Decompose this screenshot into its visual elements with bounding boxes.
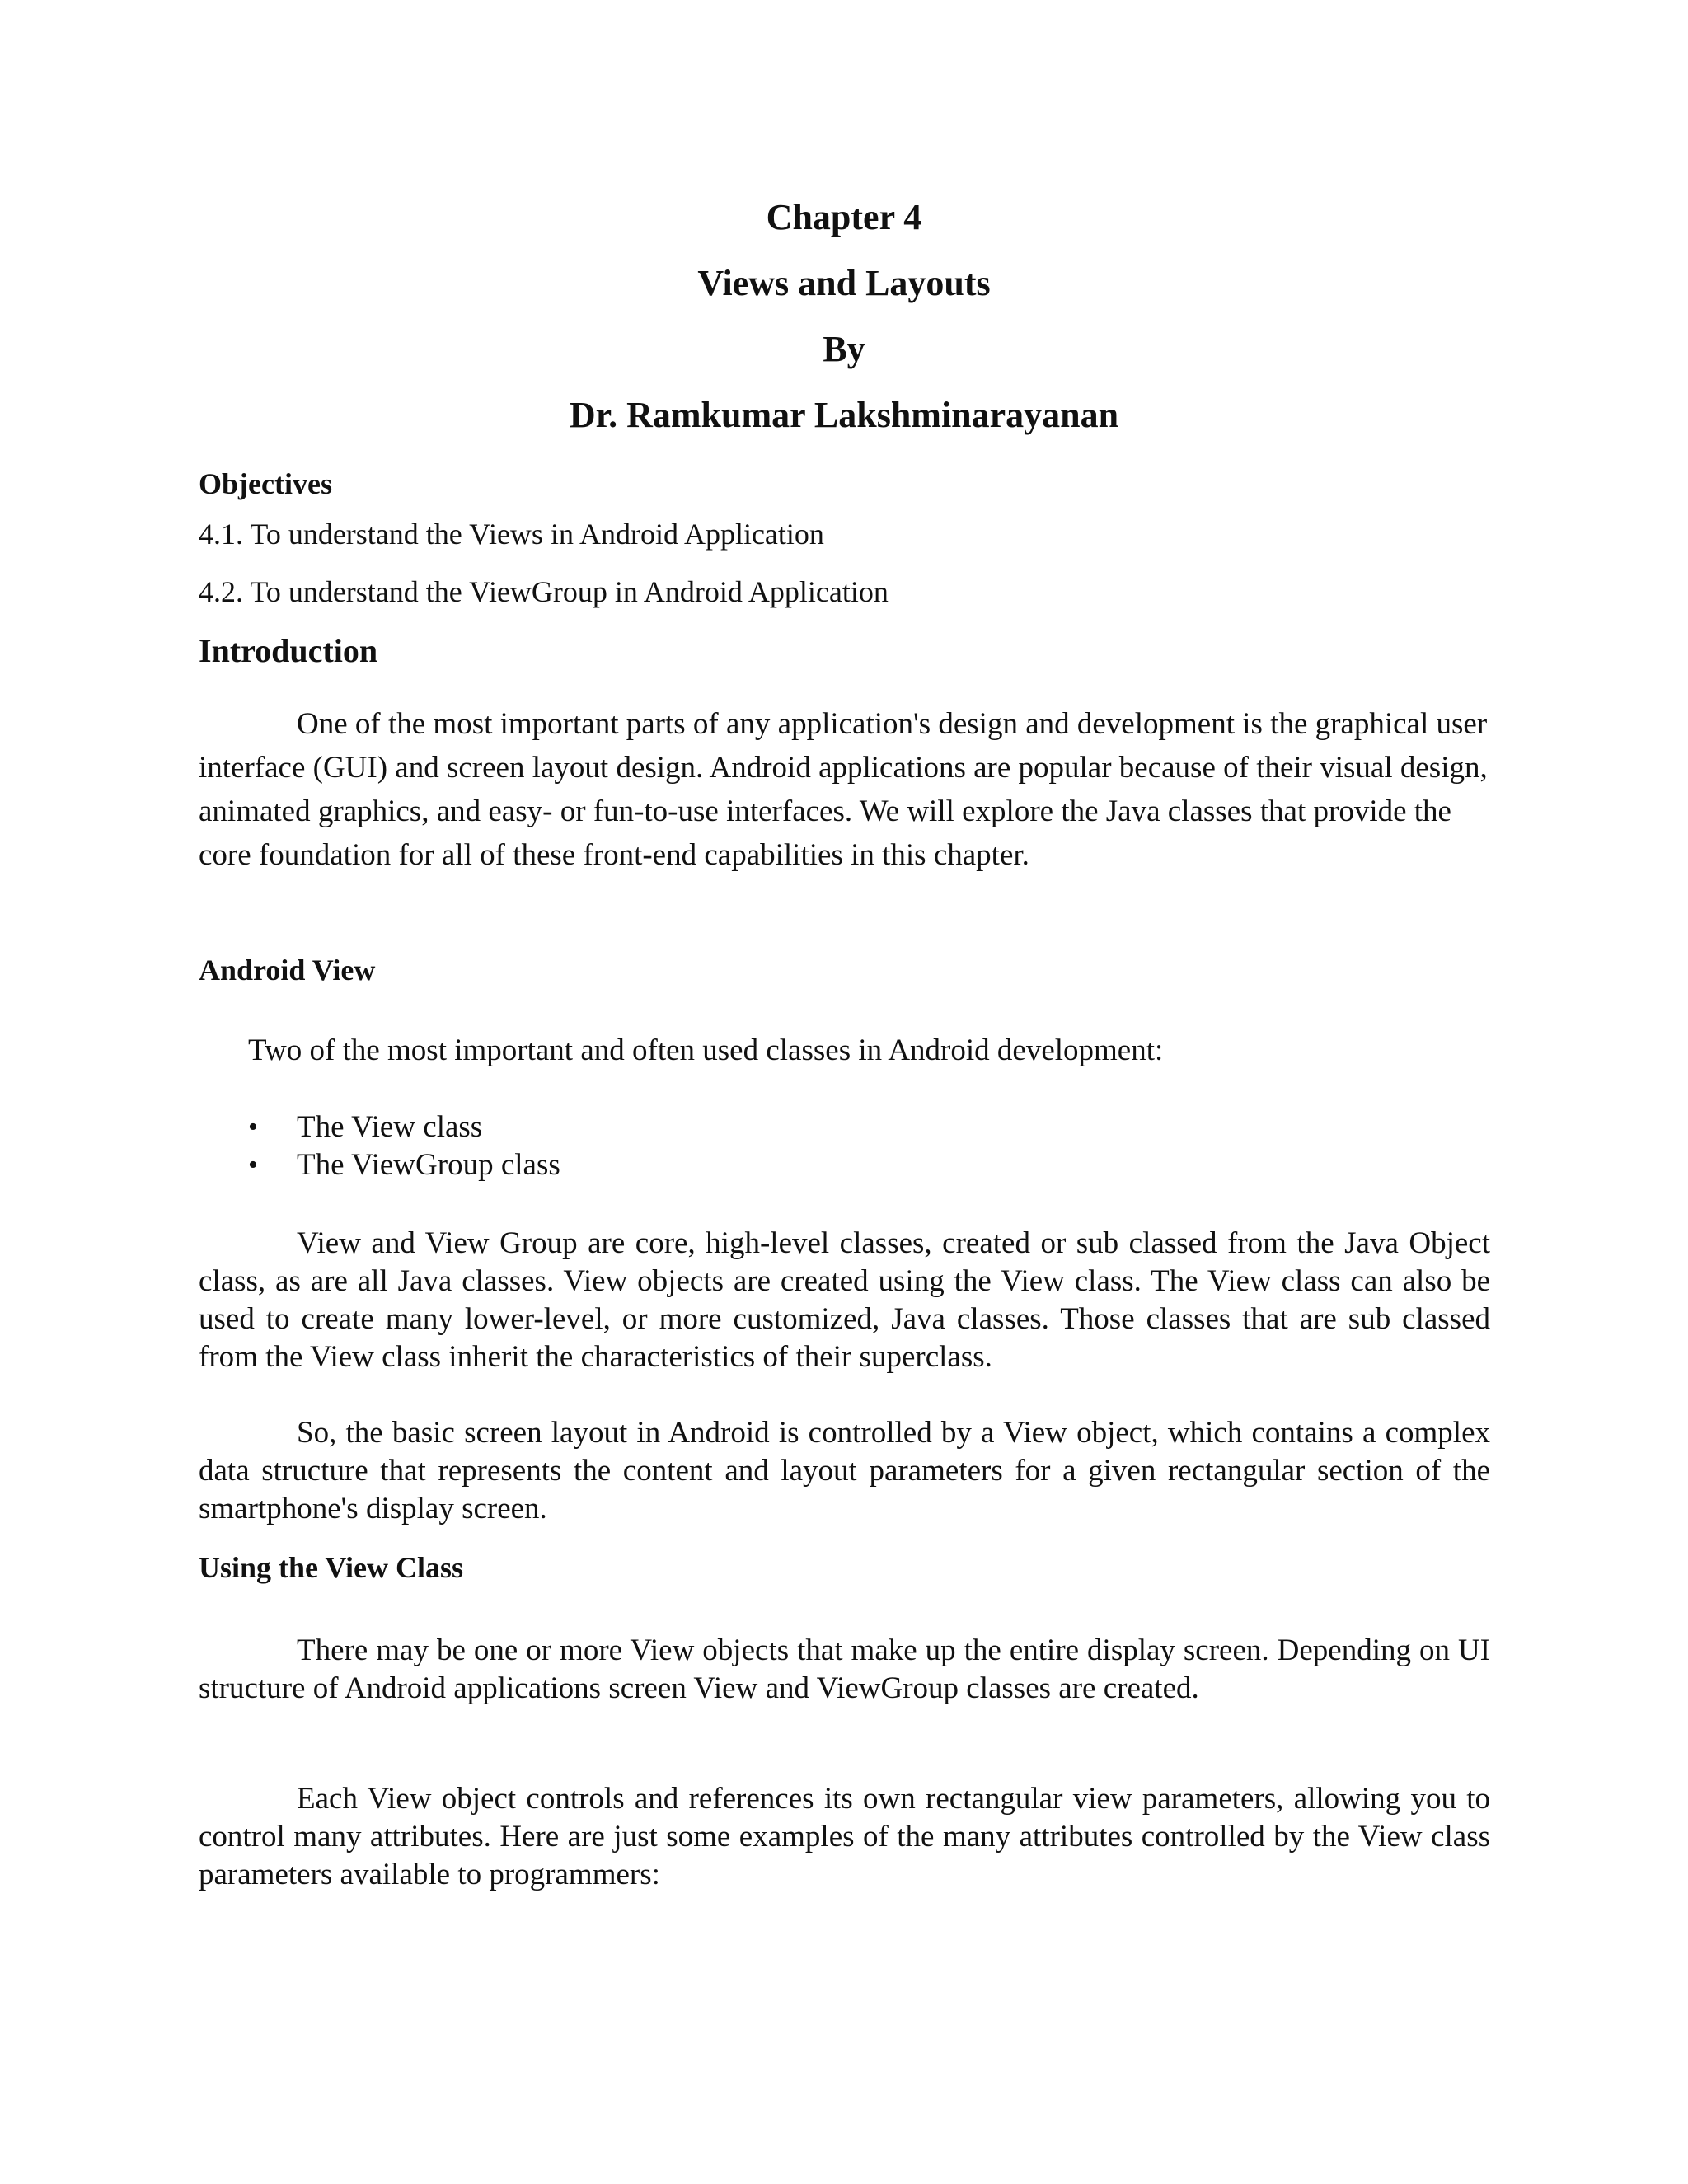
view-classes-list	[199, 1108, 560, 1184]
byline-label: By	[823, 329, 865, 369]
screen-layout-paragraph: So, the basic screen layout in Android is controlled by a View object, which contains a complex data structure that represents the content and layout parameters for a given rectangular section of the smartphone's display screen.	[199, 1416, 1490, 1526]
list-item	[199, 1108, 560, 1146]
view-classes-paragraph: View and View Group are core, high-level classes, created or sub classed from the Java Object class, as are all Java classes. View objects are created using the View class. The View class can also be used to create many lower-level, or more customized, Java classes. Those classes that are sub classed from the View class inherit the characteristics of their superclass.	[199, 1226, 1490, 1374]
introduction-paragraph: One of the most important parts of any application's design and development is the graphical user interface (GUI) and screen layout design. Android applications are popular because of their visual design, animated graphics, and easy- or fun-to-use interfaces. We will explore the Java classes that provide the core foundation for all of these front-end capabilities in this chapter.	[199, 707, 1488, 872]
chapter-number: Chapter 4	[766, 197, 922, 237]
using-view-class-heading: Using the View Class	[199, 1551, 464, 1584]
bullet-icon: •	[248, 1150, 258, 1180]
list-item-text: The View class	[297, 1110, 483, 1144]
android-view-lead: Two of the most important and often used classes in Android development:	[248, 1033, 1164, 1067]
author-name: Dr. Ramkumar Lakshminarayanan	[569, 395, 1119, 435]
bullet-icon: •	[248, 1112, 258, 1142]
objective-item: 4.2. To understand the ViewGroup in Android Application	[199, 575, 889, 608]
objective-item: 4.1. To understand the Views in Android Application	[199, 518, 824, 551]
list-item	[199, 1146, 560, 1184]
objectives-heading: Objectives	[199, 467, 332, 500]
introduction-heading: Introduction	[199, 632, 378, 669]
view-attributes-paragraph: Each View object controls and references its own rectangular view parameters, allowing you to control many attributes. Here are just some examples of the many attributes controlled by the View class parameters available to programmers:	[199, 1782, 1490, 1891]
chapter-title: Views and Layouts	[697, 263, 991, 303]
list-item-text: The ViewGroup class	[297, 1148, 560, 1182]
view-objects-paragraph: There may be one or more View objects that make up the entire display screen. Depending on UI structure of Android applications screen View and ViewGroup classes are created.	[199, 1633, 1490, 1705]
android-view-heading: Android View	[199, 954, 376, 987]
